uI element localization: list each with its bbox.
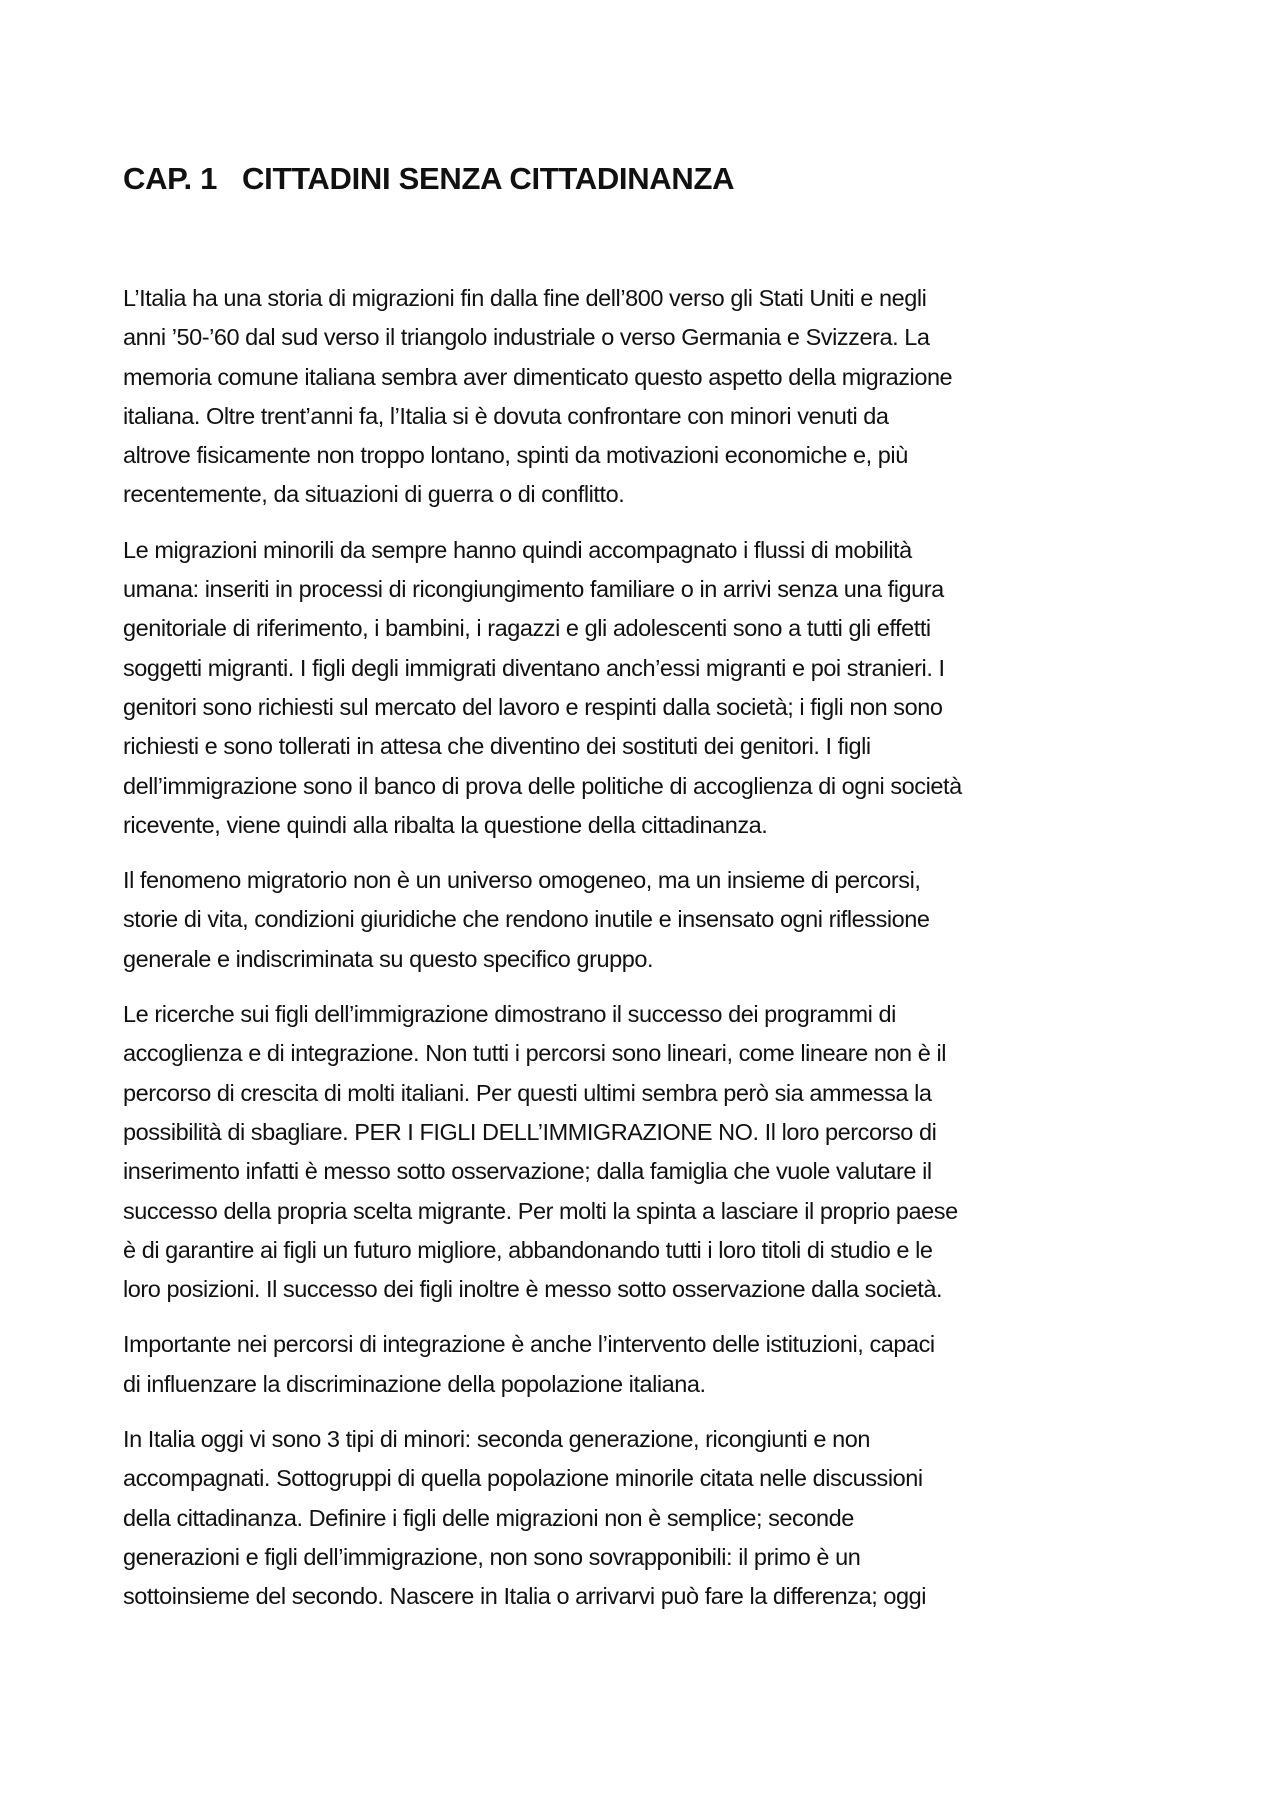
text-line: accoglienza e di integrazione. Non tutti i percorsi sono lineari, come lineare non è il: [123, 1040, 946, 1067]
text-line: ricevente, viene quindi alla ribalta la questione della cittadinanza.: [123, 811, 768, 838]
text-line: possibilità di sbagliare. PER I FIGLI DELL’IMMIGRAZIONE NO. Il loro percorso di: [123, 1118, 937, 1145]
text-line: generazioni e figli dell’immigrazione, non sono sovrapponibili: il primo è un: [123, 1543, 861, 1570]
text-line: loro posizioni. Il successo dei figli inoltre è messo sotto osservazione dalla società.: [123, 1276, 943, 1303]
body-text: [123, 279, 1173, 1633]
text-line: altrove fisicamente non troppo lontano, spinti da motivazioni economiche e, più: [123, 442, 908, 469]
text-line: anni ’50-’60 dal sud verso il triangolo industriale o verso Germania e Svizzera. La: [123, 324, 930, 351]
text-line: storie di vita, condizioni giuridiche che rendono inutile e insensato ogni riflessione: [123, 906, 930, 933]
text-line: Il fenomeno migratorio non è un universo omogeneo, ma un insieme di percorsi,: [123, 867, 921, 894]
text-line: soggetti migranti. I figli degli immigrati diventano anch’essi migranti e poi stranieri. I: [123, 654, 945, 681]
text-line: successo della propria scelta migrante. Per molti la spinta a lasciare il proprio paese: [123, 1197, 958, 1224]
text-line: memoria comune italiana sembra aver dimenticato questo aspetto della migrazione: [123, 363, 953, 390]
text-line: generale e indiscriminata su questo specifico gruppo.: [123, 945, 654, 972]
text-line: dell’immigrazione sono il banco di prova delle politiche di accoglienza di ogni società: [123, 772, 962, 799]
paragraph: [123, 279, 1173, 515]
text-line: è di garantire ai figli un futuro migliore, abbandonando tutti i loro titoli di studio e le: [123, 1236, 933, 1263]
text-line: genitori sono richiesti sul mercato del lavoro e respinti dalla società; i figli non sono: [123, 693, 943, 720]
text-line: In Italia oggi vi sono 3 tipi di minori: seconda generazione, ricongiunti e non: [123, 1426, 870, 1453]
text-line: Le migrazioni minorili da sempre hanno quindi accompagnato i flussi di mobilità: [123, 536, 912, 563]
text-line: umana: inseriti in processi di ricongiungimento familiare o in arrivi senza una figura: [123, 576, 944, 603]
text-line: richiesti e sono tollerati in attesa che diventino dei sostituti dei genitori. I figli: [123, 733, 871, 760]
text-line: inserimento infatti è messo sotto osservazione; dalla famiglia che vuole valutare il: [123, 1158, 932, 1185]
chapter-title: CAP. 1 CITTADINI SENZA CITTADINANZA: [123, 161, 735, 196]
paragraph: [123, 1420, 1173, 1616]
text-line: accompagnati. Sottogruppi di quella popolazione minorile citata nelle discussioni: [123, 1465, 923, 1492]
text-line: recentemente, da situazioni di guerra o di conflitto.: [123, 481, 625, 508]
text-line: genitoriale di riferimento, i bambini, i ragazzi e gli adolescenti sono a tutti gli effetti: [123, 615, 931, 642]
text-line: sottoinsieme del secondo. Nascere in Italia o arrivarvi può fare la differenza; oggi: [123, 1583, 927, 1610]
paragraph: [123, 995, 1173, 1309]
text-line: di influenzare la discriminazione della popolazione italiana.: [123, 1370, 706, 1397]
text-line: Le ricerche sui figli dell’immigrazione dimostrano il successo dei programmi di: [123, 1001, 896, 1028]
text-line: Importante nei percorsi di integrazione è anche l’intervento delle istituzioni, capaci: [123, 1331, 935, 1358]
text-line: L’Italia ha una storia di migrazioni fin dalla fine dell’800 verso gli Stati Uniti e negli: [123, 285, 927, 311]
paragraph: [123, 1325, 1173, 1404]
paragraph: [123, 861, 1173, 979]
text-line: percorso di crescita di molti italiani. Per questi ultimi sembra però sia ammessa la: [123, 1079, 932, 1106]
text-line: della cittadinanza. Definire i figli delle migrazioni non è semplice; seconde: [123, 1504, 854, 1531]
text-line: italiana. Oltre trent’anni fa, l’Italia si è dovuta confrontare con minori venuti da: [123, 402, 889, 429]
paragraph: [123, 531, 1173, 845]
